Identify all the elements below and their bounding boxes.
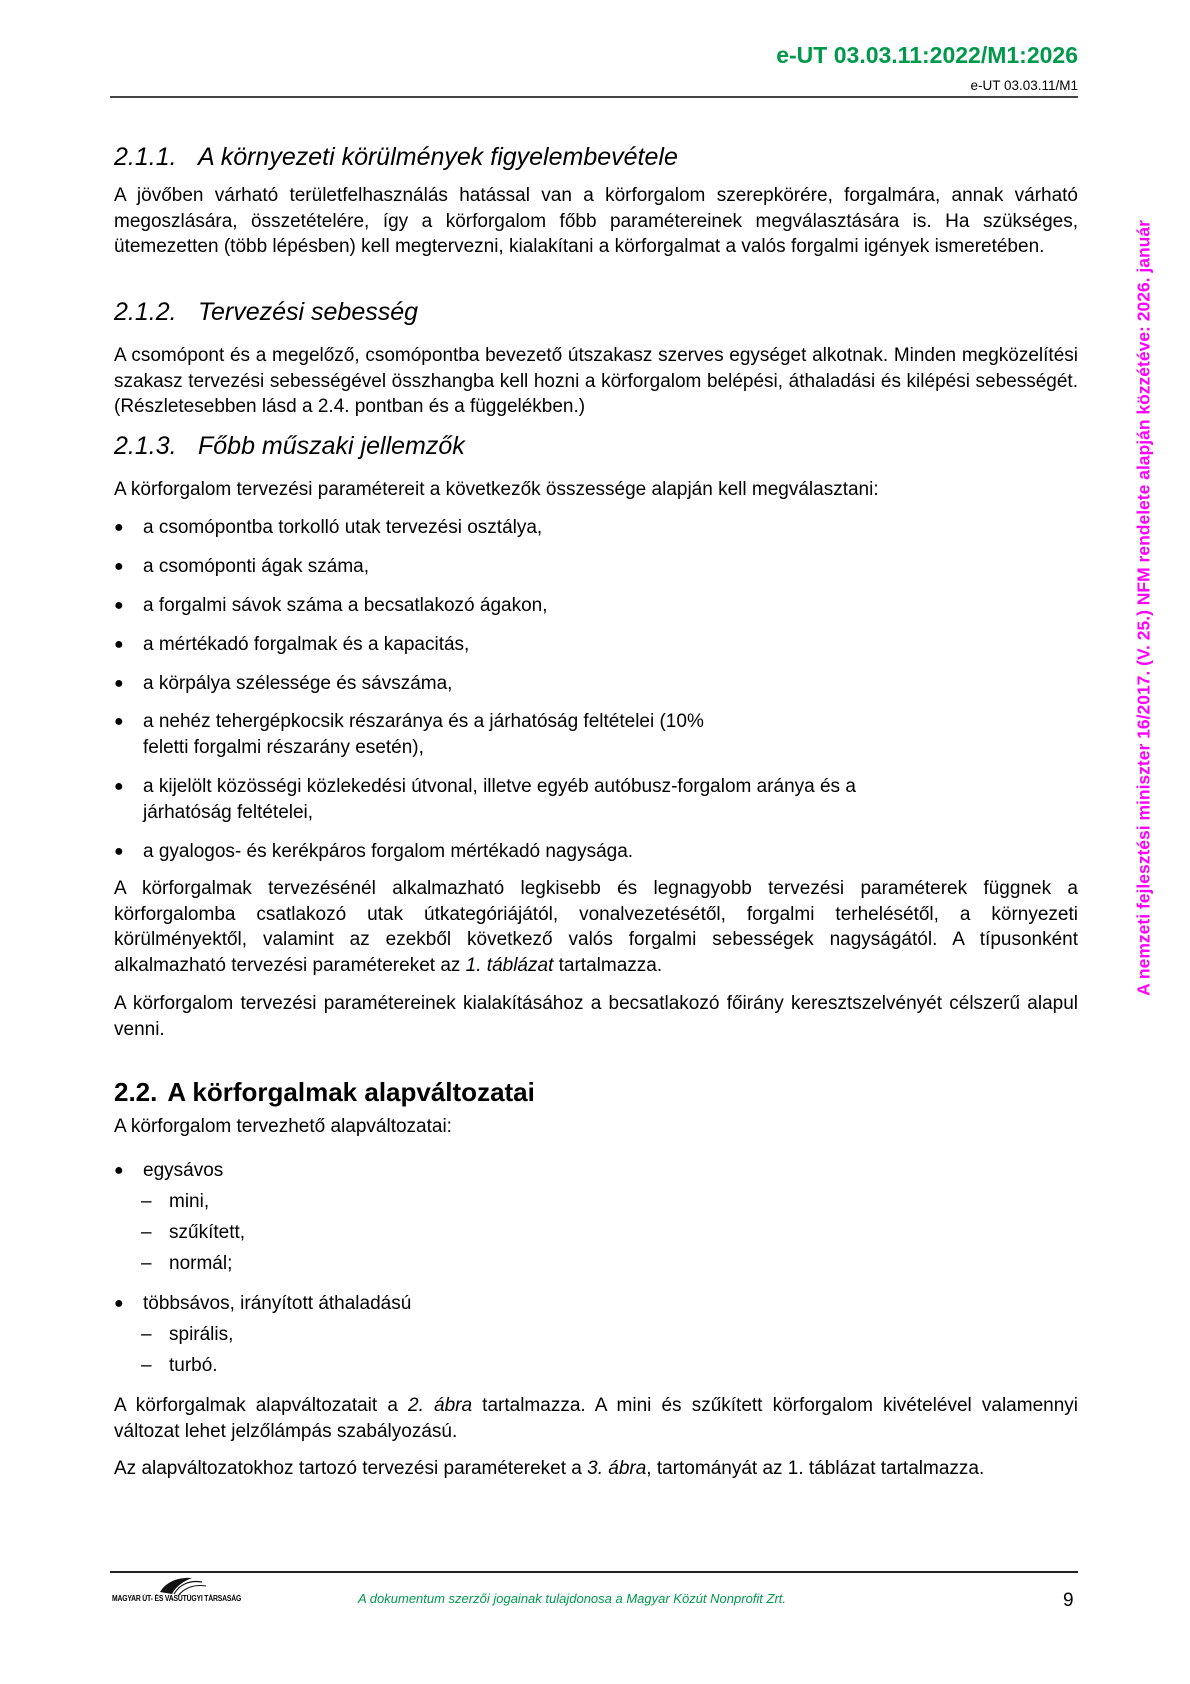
heading-2-1-2: [114, 298, 418, 327]
logo-text: MAGYAR ÚT- ÉS VASÚTÜGYI TÁRSASÁG: [112, 1594, 242, 1603]
side-note-text: A nemzeti fejlesztési miniszter 16/2017. (V. 25.) NFM rendelete alapján közzétéve: 2026. január: [1133, 219, 1154, 996]
dash-icon: –: [141, 1324, 152, 1345]
bullet-icon: ●: [114, 636, 124, 653]
page-number: 9: [1063, 1590, 1074, 1611]
heading-2-1-3: [114, 432, 465, 461]
bullet-icon: ●: [114, 1295, 124, 1312]
paragraph-2-1-3-cross-section: A körforgalom tervezési paramétereinek kialakításához a becsatlakozó főirány keresztszelvényét célszerű alapul venni.: [114, 993, 1078, 1040]
paragraph-2-2-intro: A körforgalom tervezhető alapváltozatai:: [114, 1116, 452, 1137]
heading-number: 2.2.: [114, 1077, 158, 1107]
heading-title: Főbb műszaki jellemzők: [198, 432, 465, 460]
heading-2-1-1: [114, 143, 678, 172]
footer-divider: [110, 1571, 1078, 1573]
list-item: ● a gyalogos- és kerékpáros forgalom mértékadó nagysága.: [114, 839, 1078, 865]
dash-icon: –: [141, 1355, 152, 1376]
list-item: ● a csomópontba torkolló utak tervezési osztálya,: [114, 515, 1078, 541]
bullet-icon: ●: [114, 558, 124, 575]
document-code-title: e-UT 03.03.11:2022/M1:2026: [776, 42, 1078, 68]
heading-number: 2.1.3.: [114, 432, 177, 460]
header-divider: [110, 96, 1078, 98]
paragraph-2-1-2: A csomópont és a megelőző, csomópontba bevezető útszakasz szerves egységet alkotnak. Minden megközelítési szakasz tervezési sebességével összhangba kell hozni a körforgalom belépési, áthaladási és kilépési sebességét. (Részletesebben lásd a 2.4. pontban és a függelékben.): [114, 345, 1078, 417]
dash-icon: –: [141, 1253, 152, 1274]
list-item: ● többsávos, irányított áthaladású: [114, 1291, 1078, 1317]
list-item: ● a körpálya szélessége és sávszáma,: [114, 671, 1078, 697]
bullet-icon: ●: [114, 843, 124, 860]
paragraph-2-1-3-parameters: A körforgalmak tervezésénél alkalmazható legkisebb és legnagyobb tervezési paraméterek függnek a körforgalomba csatlakozó utak útkategóriájától, vonalvezetésétől, forgalmi terhelésétől, a környezeti körülményektől, valamint az ezekből következő valós forgalmi sebességek nagyságától. A típusonként alkalmazható tervezési paramétereket az 1. táblázat tartalmazza.: [114, 878, 1078, 976]
list-item: ● a csomóponti ágak száma,: [114, 554, 1078, 580]
heading-number: 2.1.1.: [114, 143, 177, 171]
bullet-icon: ●: [114, 1162, 124, 1179]
figure-reference: 3. ábra: [587, 1458, 647, 1479]
list-item: ● a nehéz tehergépkocsik részaránya és a járhatóság feltételei (10% feletti forgalmi részarány esetén),: [114, 711, 704, 758]
publication-side-note: [1127, 160, 1161, 1055]
bullet-icon: ●: [114, 597, 124, 614]
heading-title: A környezeti körülmények figyelembevétele: [198, 143, 678, 171]
copyright-notice: A dokumentum szerzői jogainak tulajdonosa a Magyar Közút Nonprofit Zrt.: [358, 1591, 787, 1606]
list-item: ● a mértékadó forgalmak és a kapacitás,: [114, 632, 1078, 658]
bullet-icon: ●: [114, 519, 124, 536]
dash-icon: –: [141, 1191, 152, 1212]
bullet-icon: ●: [114, 713, 124, 730]
heading-number: 2.1.2.: [114, 298, 177, 326]
list-item: ● a kijelölt közösségi közlekedési útvonal, illetve egyéb autóbusz-forgalom aránya és a járhatóság feltételei,: [114, 776, 856, 823]
paragraph-2-2-parameters: Az alapváltozatokhoz tartozó tervezési paramétereket a 3. ábra, tartományát az 1. táblázat tartalmazza.: [114, 1458, 985, 1479]
paragraph-2-1-1: A jövőben várható területfelhasználás hatással van a körforgalom szerepkörére, forgalmára, annak várható megoszlására, összetételére, így a körforgalom főbb paramétereinek megválasztására is. Ha szükséges, ütemezetten (több lépésben) kell megtervezni, kialakítani a körforgalmat a valós forgalmi igények ismeretében.: [114, 185, 1078, 257]
document-code-subtitle: e-UT 03.03.11/M1: [970, 78, 1078, 93]
paragraph-2-1-3-intro: A körforgalom tervezési paramétereit a következők összessége alapján kell megválasztani:: [114, 479, 879, 500]
heading-2-2: [114, 1077, 535, 1108]
list-item: ● egysávos: [114, 1158, 1078, 1184]
society-logo: [112, 1574, 262, 1610]
table-reference: 1. táblázat: [465, 954, 554, 976]
dash-icon: –: [141, 1222, 152, 1243]
list-item: ● a forgalmi sávok száma a becsatlakozó ágakon,: [114, 593, 1078, 619]
bullet-icon: ●: [114, 778, 124, 795]
bullet-icon: ●: [114, 675, 124, 692]
figure-reference: 2. ábra: [408, 1395, 473, 1416]
paragraph-2-2-variants: A körforgalmak alapváltozatait a 2. ábra tartalmazza. A mini és szűkített körforgalom kivételével valamennyi változat lehet jelzőlámpás szabályozású.: [114, 1395, 1078, 1442]
heading-title: Tervezési sebesség: [198, 298, 419, 326]
heading-title: A körforgalmak alapváltozatai: [167, 1077, 535, 1107]
